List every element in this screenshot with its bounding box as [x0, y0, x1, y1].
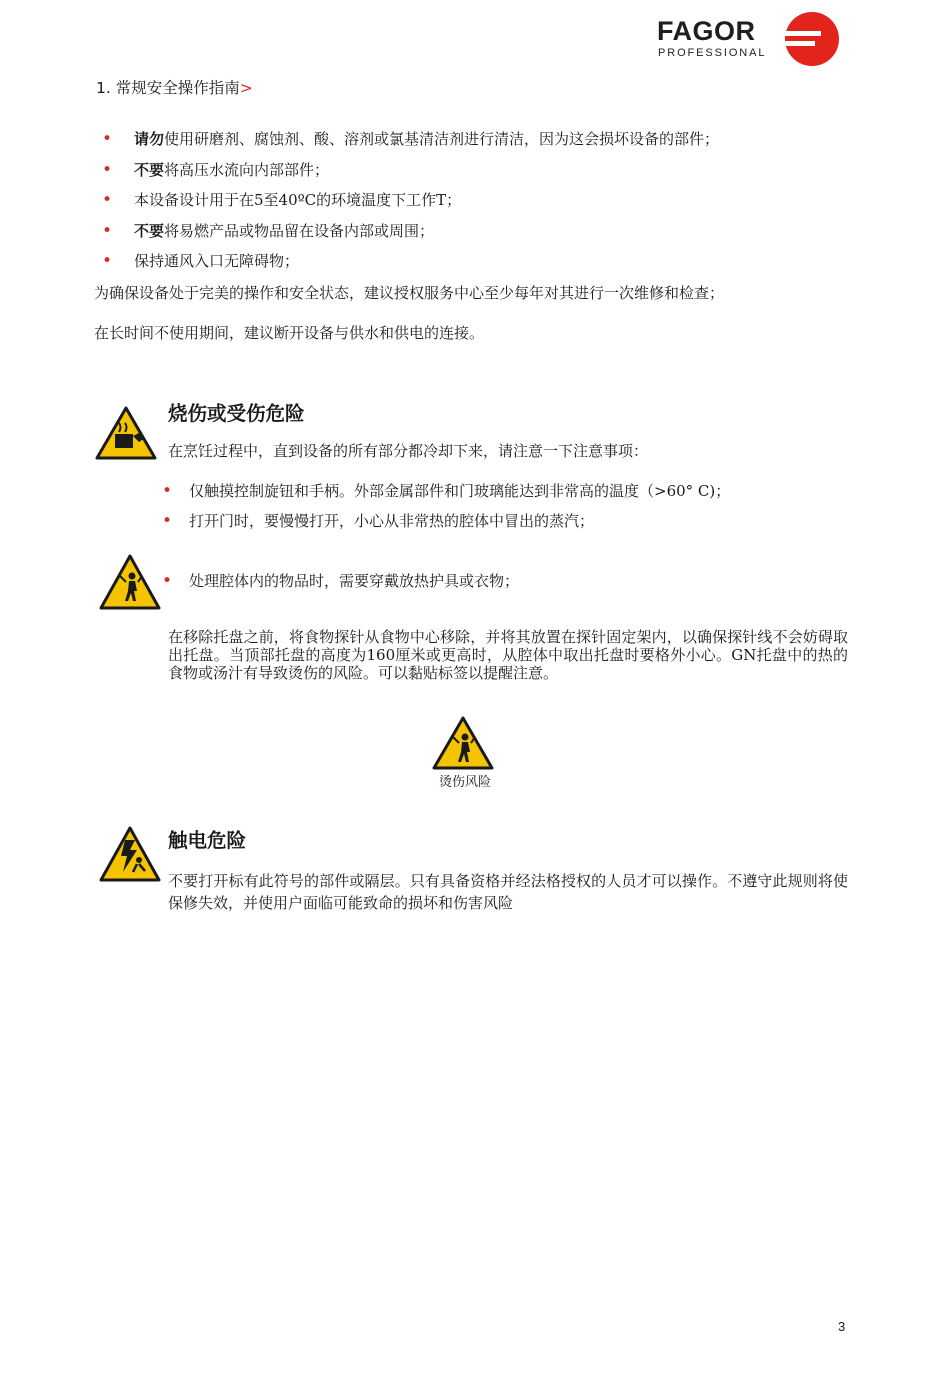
- burn-bullet-list: [162, 480, 730, 540]
- fagor-logo-icon: [783, 10, 841, 68]
- list-item: • 打开门时，要慢慢打开，小心从非常热的腔体中冒出的蒸汽；: [162, 511, 595, 531]
- hot-surface-warning-icon: [95, 406, 157, 460]
- list-item: • 不要将易燃产品或物品留在设备内部或周围；: [102, 220, 435, 241]
- electric-shock-warning-icon: [99, 826, 161, 882]
- scald-risk-caption: 烫伤风险: [438, 775, 491, 790]
- list-item: • 保持通风入口无障碍物；: [102, 251, 300, 271]
- brand-subtitle: PROFESSIONAL: [658, 47, 767, 59]
- brand-name: FAGOR: [657, 16, 756, 46]
- safety-bullet-list: [102, 128, 719, 281]
- protective-gear-list: [162, 570, 519, 600]
- electric-hazard-title: 触电危险: [168, 829, 247, 852]
- section-title: 1. 常规安全操作指南>: [96, 79, 253, 97]
- page-number: 3: [838, 1319, 846, 1334]
- list-item: • 本设备设计用于在5至40ºC的环境温度下工作T；: [102, 190, 462, 210]
- section-arrow: >: [239, 79, 253, 97]
- burn-hazard-title: 烧伤或受伤危险: [168, 402, 305, 425]
- disconnect-paragraph: 在长时间不使用期间，建议断开设备与供水和供电的连接。: [94, 324, 485, 342]
- brand-logo: [657, 10, 847, 70]
- maintenance-paragraph: 为确保设备处于完美的操作和安全状态，建议授权服务中心至少每年对其进行一次维修和检查；: [94, 284, 725, 302]
- electric-hazard-text: 不要打开标有此符号的部件或隔层。只有具备资格并经法格授权的人员才可以操作。不遵守此规则将使保修失效，并使用户面临可能致命的损坏和伤害风险: [168, 872, 848, 912]
- burn-intro: 在烹饪过程中，直到设备的所有部分都冷却下来，请注意一下注意事项：: [168, 442, 649, 460]
- list-item: • 请勿使用研磨剂、腐蚀剂、酸、溶剂或氯基清洁剂进行清洁，因为这会损坏设备的部件；: [102, 129, 720, 149]
- list-item: • 处理腔体内的物品时，需要穿戴放热护具或衣物；: [162, 571, 520, 591]
- tray-removal-paragraph: 在移除托盘之前，将食物探针从食物中心移除，并将其放置在探针固定架内，以确保探针线不会妨碍取出托盘。当顶部托盘的高度为160厘米或更高时，从腔体中取出托盘时要格外小心。GN托盘中的热的食物或汤汁有导致烫伤的风险。可以黏贴标签以提醒注意。: [168, 628, 848, 682]
- list-item: • 不要将高压水流向内部部件；: [102, 159, 330, 180]
- burn-injury-warning-icon: [99, 554, 161, 610]
- list-item: • 仅触摸控制旋钮和手柄。外部金属部件和门玻璃能达到非常高的温度（>60° C)；: [162, 481, 731, 501]
- scald-risk-icon: [432, 716, 494, 770]
